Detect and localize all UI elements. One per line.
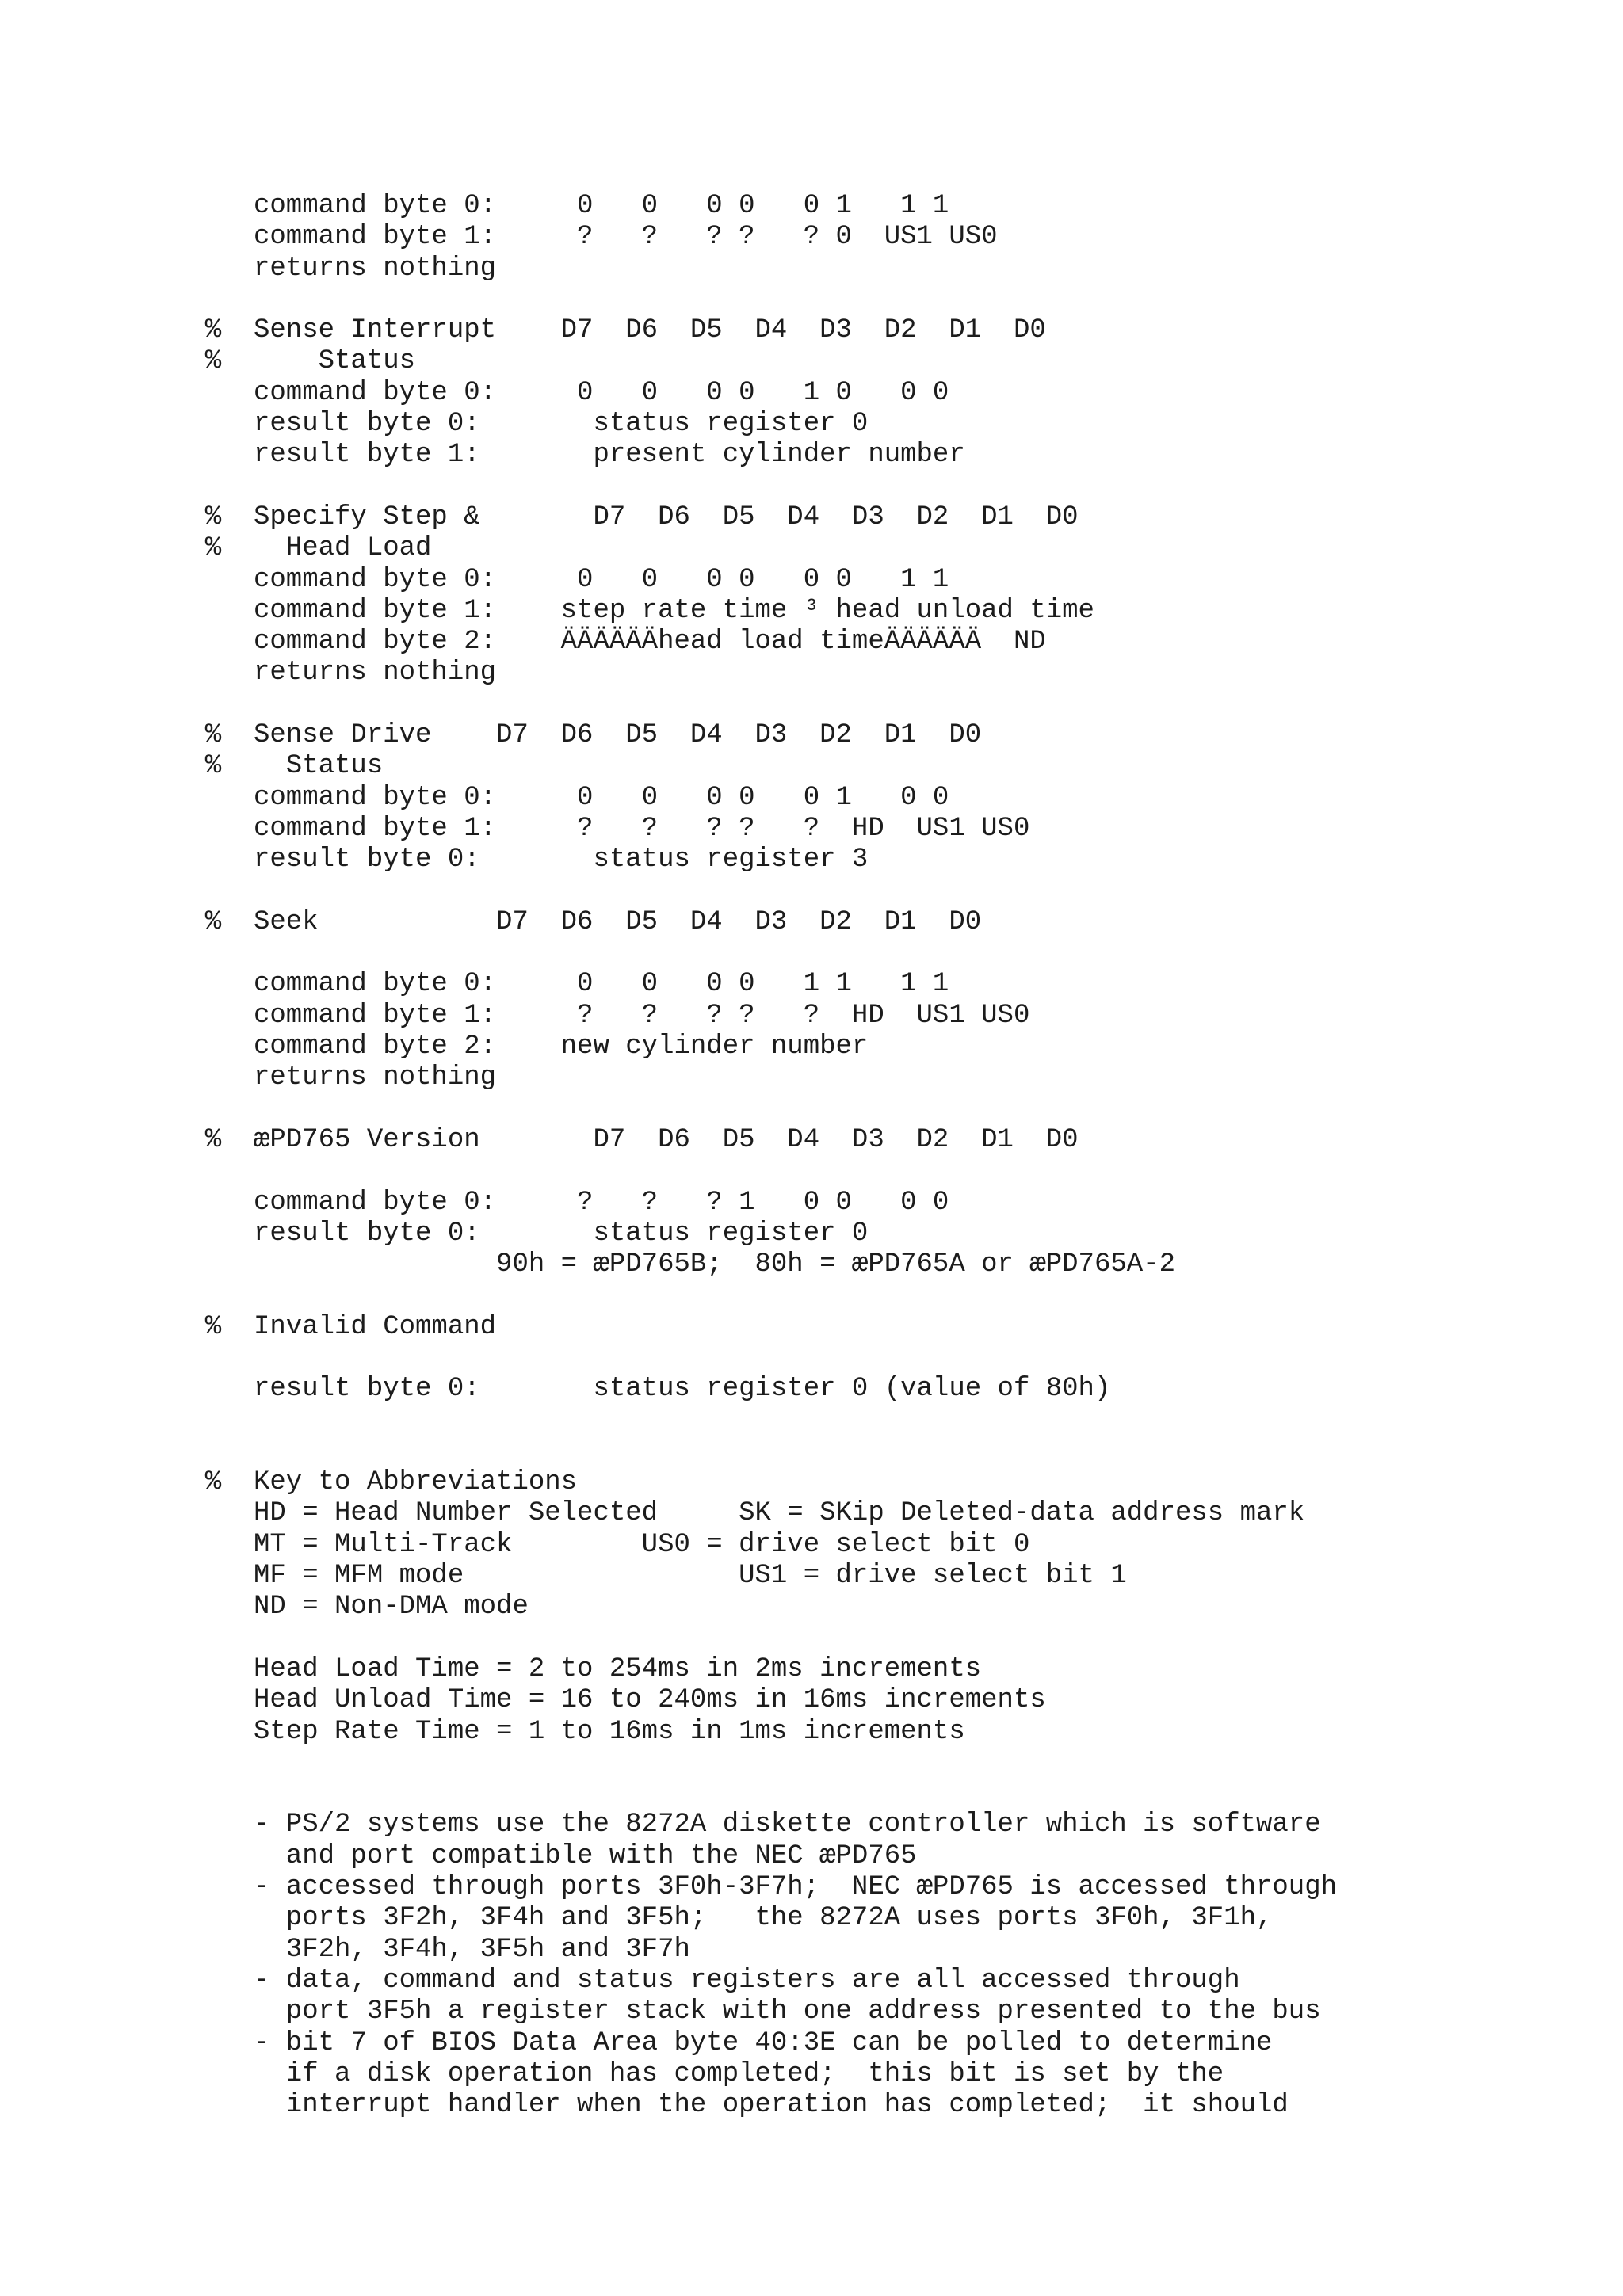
text-line [205, 1343, 1337, 1374]
document-text [205, 191, 1337, 2121]
text-line: port 3F5h a register stack with one address presented to the bus [204, 1997, 1321, 2027]
text-line: % Seek D7 D6 D5 D4 D3 D2 D1 D0 [204, 906, 982, 937]
text-line: result byte 0: status register 0 [204, 1218, 869, 1249]
text-line: returns nothing [204, 658, 497, 688]
text-line: returns nothing [204, 1062, 497, 1093]
text-line: result byte 0: status register 0 [204, 409, 869, 440]
text-line: - accessed through ports 3F0h-3F7h; NEC æPD765 is accessed through [204, 1872, 1338, 1903]
text-line [205, 471, 1337, 502]
text-line: % Status [204, 346, 416, 377]
text-line: 3F2h, 3F4h, 3F5h and 3F7h [204, 1934, 690, 1965]
text-line: MF = MFM mode US1 = drive select bit 1 [204, 1561, 1127, 1592]
text-line: command byte 1: ? ? ? ? ? HD US1 US0 [204, 813, 1030, 844]
text-line: % Specify Step & D7 D6 D5 D4 D3 D2 D1 D0 [204, 502, 1079, 532]
text-line: % Sense Interrupt D7 D6 D5 D4 D3 D2 D1 D0 [204, 315, 1046, 346]
text-line: result byte 0: status register 0 (value of 80h) [204, 1374, 1111, 1405]
text-line: if a disk operation has completed; this bit is set by the [204, 2058, 1224, 2089]
text-line: command byte 0: 0 0 0 0 0 1 1 1 [204, 191, 949, 221]
text-line: command byte 0: ? ? ? 1 0 0 0 0 [204, 1187, 949, 1218]
text-line [205, 1156, 1337, 1187]
text-line [205, 1779, 1337, 1810]
text-line: result byte 1: present cylinder number [204, 440, 965, 471]
text-line: % Status [204, 751, 384, 782]
text-line: % Head Load [204, 533, 432, 564]
text-line: interrupt handler when the operation has completed; it should [204, 2090, 1289, 2121]
text-line: command byte 0: 0 0 0 0 1 0 0 0 [204, 377, 949, 408]
text-line: ports 3F2h, 3F4h and 3F5h; the 8272A uses ports 3F0h, 3F1h, [204, 1903, 1273, 1934]
text-line: command byte 0: 0 0 0 0 1 1 1 1 [204, 969, 949, 1000]
text-line [205, 1094, 1337, 1125]
text-line [205, 938, 1337, 969]
text-line: % Key to Abbreviations [204, 1467, 578, 1498]
text-line [205, 1436, 1337, 1467]
text-line [205, 1623, 1337, 1654]
text-line [205, 689, 1337, 720]
text-line: - bit 7 of BIOS Data Area byte 40:3E can be polled to determine [204, 2027, 1273, 2058]
text-line: command byte 0: 0 0 0 0 0 0 1 1 [204, 564, 949, 595]
text-line: ND = Non-DMA mode [204, 1592, 529, 1623]
text-line: command byte 2: new cylinder number [204, 1032, 869, 1062]
text-line: - data, command and status registers are all accessed through [204, 1965, 1240, 1996]
text-line [205, 1405, 1337, 1436]
text-line: - PS/2 systems use the 8272A diskette controller which is software [204, 1810, 1321, 1840]
text-line [205, 1280, 1337, 1311]
text-line: command byte 1: ? ? ? ? ? HD US1 US0 [204, 1000, 1030, 1031]
text-line: % Sense Drive D7 D6 D5 D4 D3 D2 D1 D0 [204, 720, 982, 751]
text-line: command byte 0: 0 0 0 0 0 1 0 0 [204, 782, 949, 813]
text-line: Head Load Time = 2 to 254ms in 2ms increments [204, 1653, 982, 1684]
text-line: command byte 2: ÄÄÄÄÄÄhead load timeÄÄÄÄÄÄ ND [204, 627, 1046, 658]
text-line: MT = Multi-Track US0 = drive select bit 0 [204, 1529, 1030, 1560]
text-line: result byte 0: status register 3 [204, 845, 869, 875]
text-line: Step Rate Time = 1 to 16ms in 1ms increments [204, 1716, 965, 1747]
text-line: Head Unload Time = 16 to 240ms in 16ms increments [204, 1685, 1046, 1716]
text-line: command byte 1: ? ? ? ? ? 0 US1 US0 [204, 222, 998, 253]
text-line [205, 876, 1337, 907]
text-line: and port compatible with the NEC æPD765 [204, 1840, 917, 1871]
text-line [205, 1748, 1337, 1779]
text-line: HD = Head Number Selected SK = SKip Deleted-data address mark [204, 1498, 1305, 1529]
text-line: returns nothing [204, 253, 497, 284]
text-line: % Invalid Command [204, 1311, 497, 1342]
text-line: 90h = æPD765B; 80h = æPD765A or æPD765A-2 [204, 1249, 1175, 1280]
text-line [205, 284, 1337, 315]
text-line: command byte 1: step rate time ³ head unload time [204, 595, 1094, 626]
text-line: % æPD765 Version D7 D6 D5 D4 D3 D2 D1 D0 [204, 1124, 1079, 1155]
